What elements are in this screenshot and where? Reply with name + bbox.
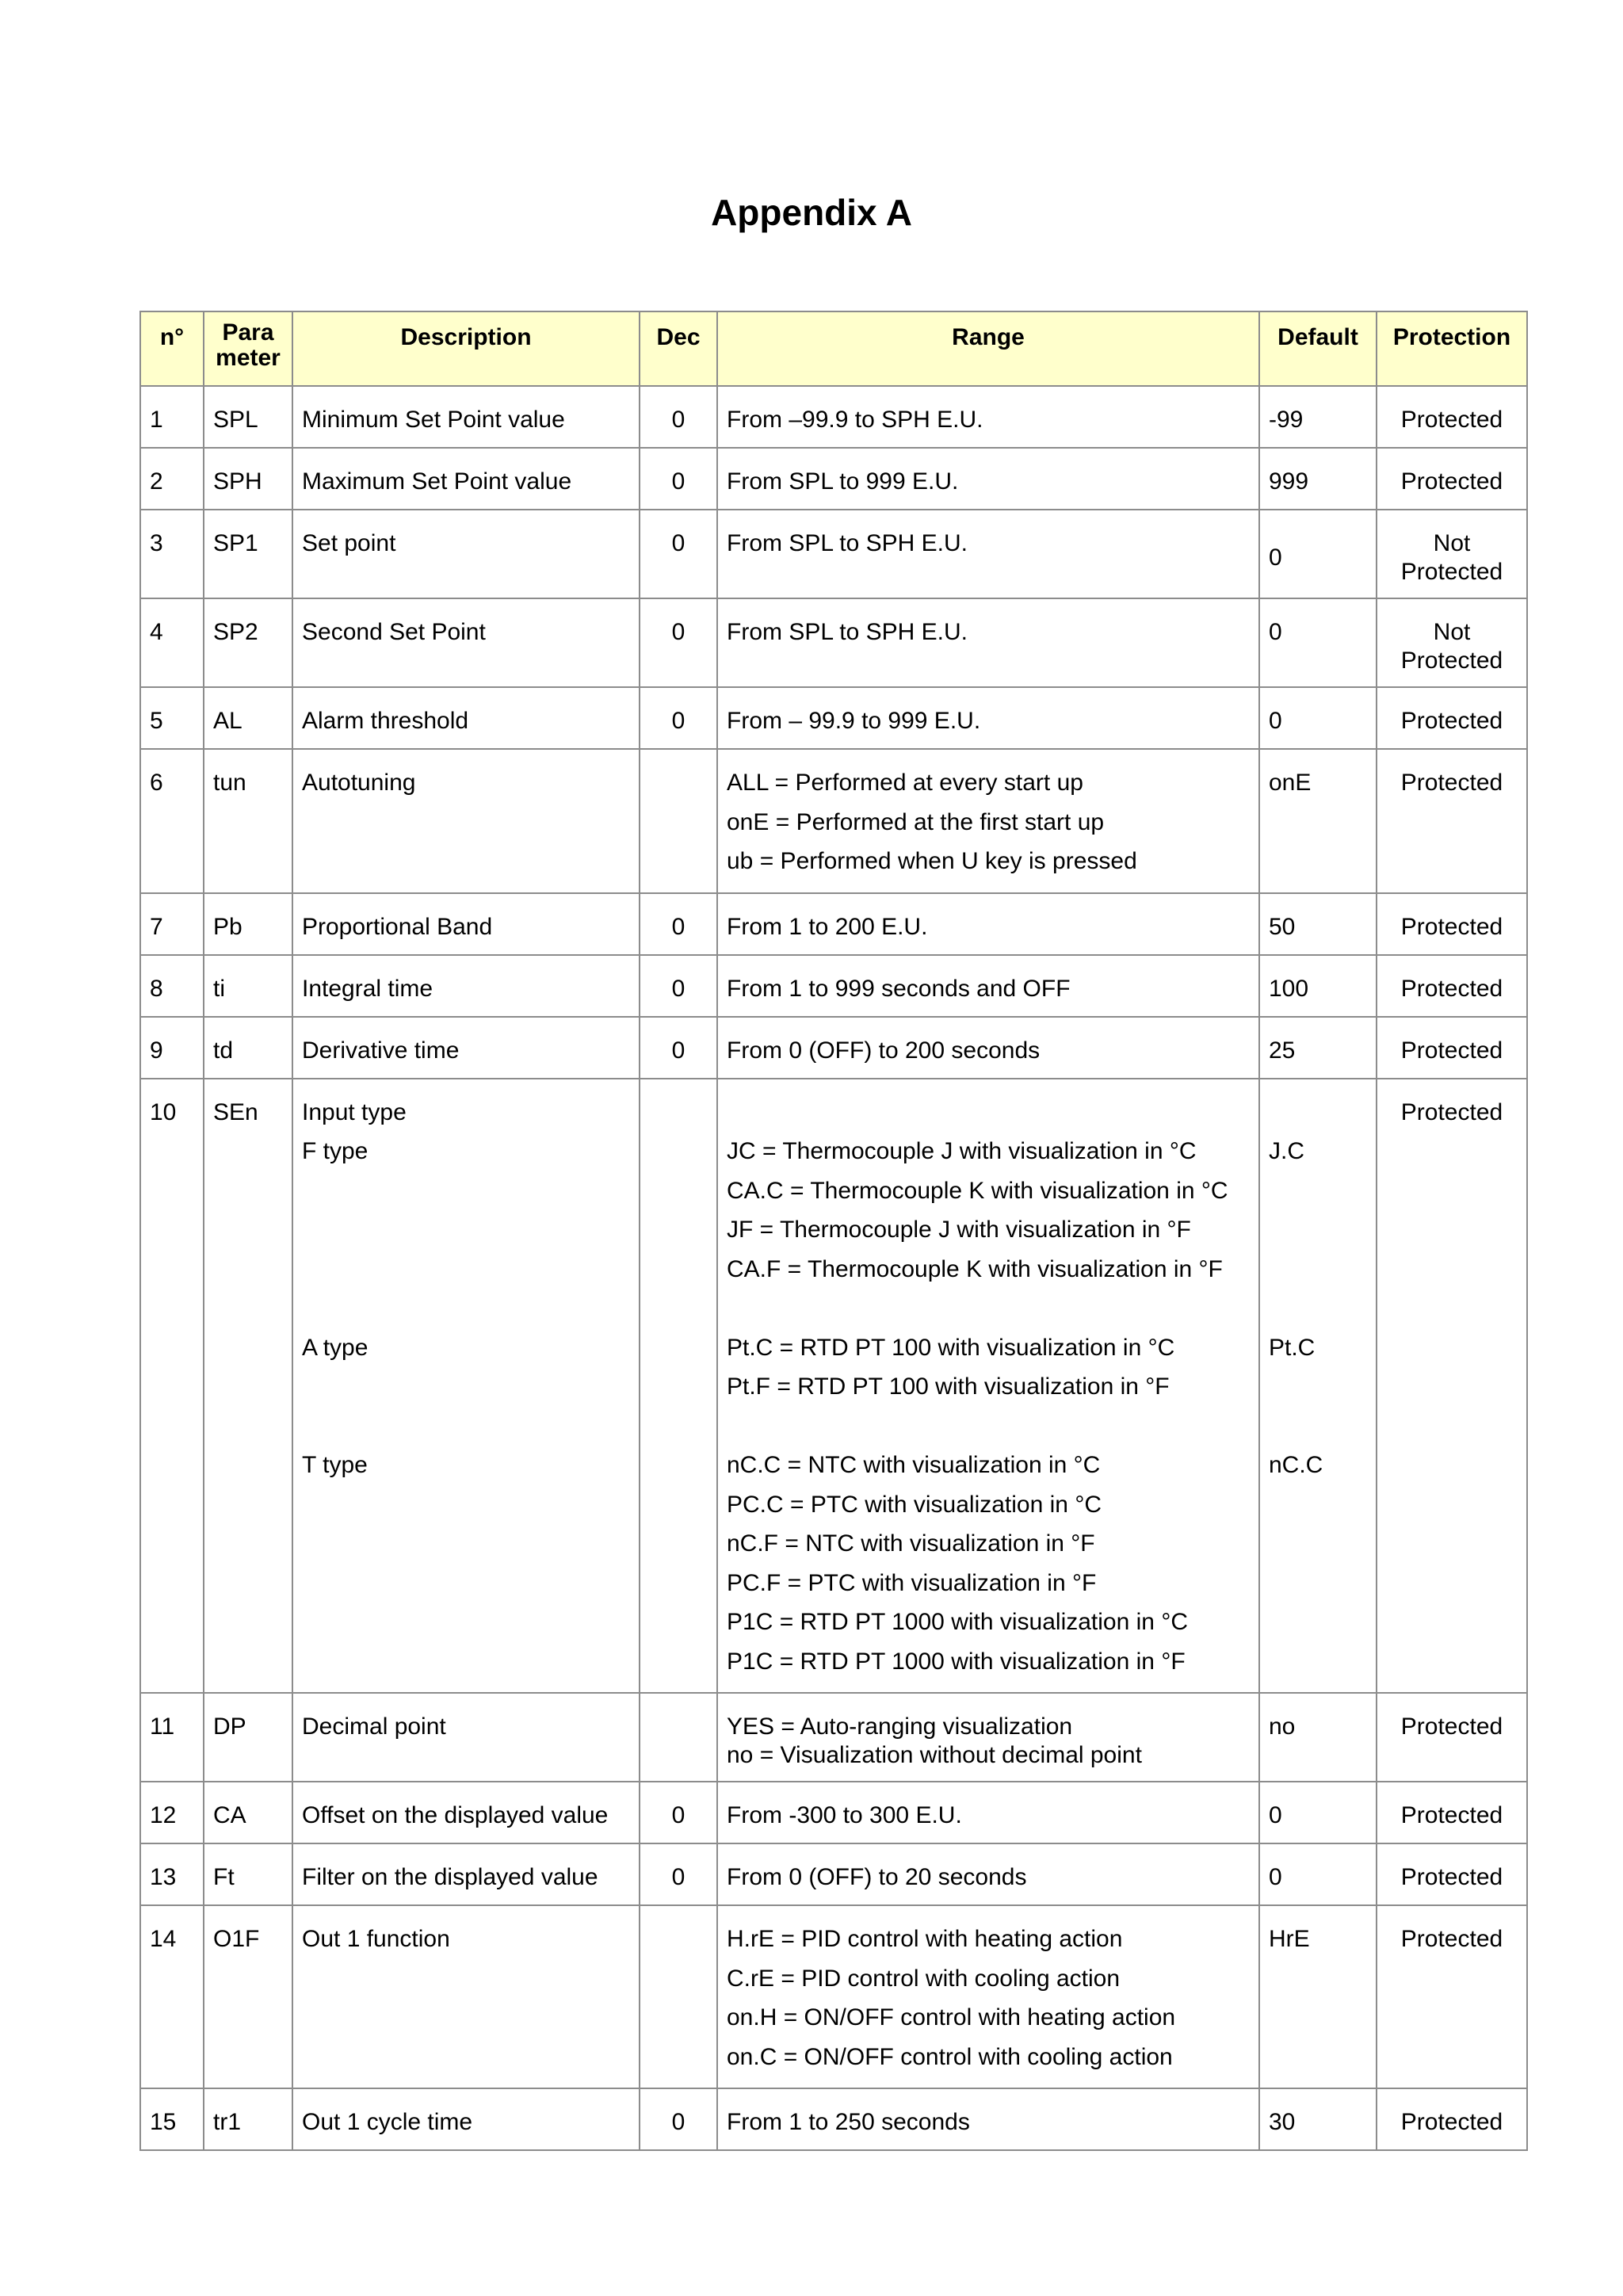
cell-range: From SPL to 999 E.U. [717, 448, 1259, 510]
table-row [140, 2088, 1527, 2150]
cell-n: 15 [140, 2088, 204, 2150]
cell-n: 7 [140, 893, 204, 955]
cell-protection: Protected [1377, 893, 1527, 955]
cell-dec: 0 [640, 598, 717, 687]
cell-n: 8 [140, 955, 204, 1017]
cell-param: SPL [204, 386, 292, 448]
cell-param: SEn [204, 1079, 292, 1694]
cell-n: 12 [140, 1782, 204, 1843]
header-parameter [204, 311, 292, 386]
range-line: PC.F = PTC with visualization in °F [727, 1569, 1097, 1596]
cell-dec: 0 [640, 1843, 717, 1905]
cell-default: onE [1259, 749, 1377, 893]
cell-description: Proportional Band [292, 893, 640, 955]
cell-protection: Protected [1377, 687, 1527, 749]
table-row [140, 510, 1527, 598]
range-line: no = Visualization without decimal point [727, 1742, 1142, 1768]
cell-dec: 0 [640, 448, 717, 510]
cell-protection: Protected [1377, 955, 1527, 1017]
cell-description: Decimal point [292, 1693, 640, 1782]
cell-dec: 0 [640, 1017, 717, 1079]
cell-range: From –99.9 to SPH E.U. [717, 386, 1259, 448]
cell-protection-line2: Protected [1400, 648, 1503, 674]
cell-n: 10 [140, 1079, 204, 1694]
cell-range [717, 1079, 1259, 1694]
cell-range: From – 99.9 to 999 E.U. [717, 687, 1259, 749]
cell-range: From -300 to 300 E.U. [717, 1782, 1259, 1843]
header-protection: Protection [1377, 311, 1527, 386]
table-row [140, 1782, 1527, 1843]
cell-n: 3 [140, 510, 204, 598]
range-line: ALL = Performed at every start up [727, 770, 1083, 796]
cell-param: SPH [204, 448, 292, 510]
cell-range: From 1 to 999 seconds and OFF [717, 955, 1259, 1017]
cell-n: 5 [140, 687, 204, 749]
cell-default: 0 [1259, 1782, 1377, 1843]
cell-description: Second Set Point [292, 598, 640, 687]
cell-dec: 0 [640, 2088, 717, 2150]
cell-description: Integral time [292, 955, 640, 1017]
cell-protection: Protected [1377, 1905, 1527, 2088]
header-parameter-line1: Para [222, 319, 274, 346]
cell-n: 6 [140, 749, 204, 893]
cell-default: no [1259, 1693, 1377, 1782]
table-row [140, 1843, 1527, 1905]
description-line: Input type [302, 1098, 407, 1125]
range-line: P1C = RTD PT 1000 with visualization in °F [727, 1648, 1186, 1675]
cell-range: From SPL to SPH E.U. [717, 598, 1259, 687]
cell-dec: 0 [640, 1782, 717, 1843]
cell-protection: Protected [1377, 1843, 1527, 1905]
cell-dec: 0 [640, 510, 717, 598]
cell-n: 2 [140, 448, 204, 510]
cell-default: 0 [1259, 687, 1377, 749]
range-line: ub = Performed when U key is pressed [727, 848, 1137, 874]
cell-default: 50 [1259, 893, 1377, 955]
cell-dec [640, 1905, 717, 2088]
table-row [140, 1079, 1527, 1694]
cell-param: ti [204, 955, 292, 1017]
cell-description: Filter on the displayed value [292, 1843, 640, 1905]
cell-default-value: 0 [1269, 544, 1282, 571]
range-line: onE = Performed at the first start up [727, 808, 1105, 835]
cell-dec: 0 [640, 386, 717, 448]
cell-default: 100 [1259, 955, 1377, 1017]
range-line: on.H = ON/OFF control with heating action [727, 2004, 1176, 2030]
range-line: nC.C = NTC with visualization in °C [727, 1452, 1101, 1478]
cell-param: AL [204, 687, 292, 749]
cell-default: 999 [1259, 448, 1377, 510]
input-group-label: A type [302, 1334, 369, 1361]
cell-description: Autotuning [292, 749, 640, 893]
header-dec: Dec [640, 311, 717, 386]
cell-param: Ft [204, 1843, 292, 1905]
table-row [140, 749, 1527, 893]
table-row [140, 1905, 1527, 2088]
cell-default: HrE [1259, 1905, 1377, 2088]
cell-default: 30 [1259, 2088, 1377, 2150]
table-row [140, 687, 1527, 749]
cell-description: Set point [292, 510, 640, 598]
cell-description [292, 1079, 640, 1694]
table-row [140, 1693, 1527, 1782]
cell-n: 11 [140, 1693, 204, 1782]
cell-param: tun [204, 749, 292, 893]
input-group-label: T type [302, 1452, 368, 1478]
cell-dec [640, 1079, 717, 1694]
cell-range: From 0 (OFF) to 200 seconds [717, 1017, 1259, 1079]
cell-range: From 0 (OFF) to 20 seconds [717, 1843, 1259, 1905]
range-line: PC.C = PTC with visualization in °C [727, 1491, 1102, 1518]
cell-protection-line1: Not [1433, 619, 1471, 645]
cell-n: 9 [140, 1017, 204, 1079]
range-line: H.rE = PID control with heating action [727, 1926, 1123, 1952]
input-group-label: F type [302, 1138, 369, 1164]
range-line: on.C = ON/OFF control with cooling action [727, 2043, 1173, 2070]
cell-dec: 0 [640, 955, 717, 1017]
header-parameter-line2: meter [216, 345, 281, 371]
page-title: Appendix A [711, 192, 912, 233]
cell-range: From 1 to 250 seconds [717, 2088, 1259, 2150]
header-default: Default [1259, 311, 1377, 386]
cell-n: 13 [140, 1843, 204, 1905]
cell-dec [640, 1693, 717, 1782]
table-row [140, 1017, 1527, 1079]
cell-param: O1F [204, 1905, 292, 2088]
range-line: P1C = RTD PT 1000 with visualization in °C [727, 1609, 1188, 1635]
cell-range [717, 1693, 1259, 1782]
table-row [140, 598, 1527, 687]
cell-protection [1377, 598, 1527, 687]
cell-description: Offset on the displayed value [292, 1782, 640, 1843]
cell-protection [1377, 510, 1527, 598]
range-line: JC = Thermocouple J with visualization in °C [727, 1138, 1197, 1164]
cell-dec: 0 [640, 687, 717, 749]
cell-description: Minimum Set Point value [292, 386, 640, 448]
cell-description: Derivative time [292, 1017, 640, 1079]
range-line: CA.C = Thermocouple K with visualization in °C [727, 1177, 1228, 1204]
range-line: YES = Auto-ranging visualization [727, 1713, 1073, 1740]
cell-protection: Protected [1377, 1782, 1527, 1843]
cell-protection: Protected [1377, 1693, 1527, 1782]
range-line: C.rE = PID control with cooling action [727, 1965, 1121, 1992]
cell-dec: 0 [640, 893, 717, 955]
cell-default: -99 [1259, 386, 1377, 448]
cell-protection-line1: Not [1433, 530, 1471, 556]
cell-range: From SPL to SPH E.U. [717, 510, 1259, 598]
cell-default [1259, 1079, 1377, 1694]
cell-param: DP [204, 1693, 292, 1782]
range-line: JF = Thermocouple J with visualization in °F [727, 1217, 1191, 1243]
cell-description: Out 1 function [292, 1905, 640, 2088]
header-range: Range [717, 311, 1259, 386]
cell-default: 0 [1259, 1843, 1377, 1905]
cell-description: Alarm threshold [292, 687, 640, 749]
cell-param: SP1 [204, 510, 292, 598]
cell-range [717, 749, 1259, 893]
range-line: nC.F = NTC with visualization in °F [727, 1530, 1095, 1557]
cell-default [1259, 510, 1377, 598]
cell-protection-line2: Protected [1400, 559, 1503, 585]
table-row [140, 386, 1527, 448]
header-description: Description [292, 311, 640, 386]
cell-protection: Protected [1377, 2088, 1527, 2150]
cell-protection: Protected [1377, 749, 1527, 893]
table-row [140, 893, 1527, 955]
cell-range: From 1 to 200 E.U. [717, 893, 1259, 955]
cell-default: 0 [1259, 598, 1377, 687]
range-line: Pt.C = RTD PT 100 with visualization in °C [727, 1334, 1175, 1361]
default-value: J.C [1269, 1138, 1304, 1164]
cell-range [717, 1905, 1259, 2088]
range-line: CA.F = Thermocouple K with visualization in °F [727, 1255, 1223, 1282]
table-row [140, 955, 1527, 1017]
cell-n: 14 [140, 1905, 204, 2088]
header-row [140, 311, 1527, 386]
cell-protection: Protected [1377, 1079, 1527, 1694]
parameter-table [139, 311, 1528, 2151]
table-row [140, 448, 1527, 510]
default-value: nC.C [1269, 1452, 1323, 1478]
cell-protection: Protected [1377, 448, 1527, 510]
cell-n: 4 [140, 598, 204, 687]
cell-description: Maximum Set Point value [292, 448, 640, 510]
cell-param: td [204, 1017, 292, 1079]
range-line: Pt.F = RTD PT 100 with visualization in °F [727, 1373, 1170, 1400]
header-n: n° [140, 311, 204, 386]
cell-n: 1 [140, 386, 204, 448]
cell-protection: Protected [1377, 386, 1527, 448]
cell-description: Out 1 cycle time [292, 2088, 640, 2150]
cell-param: CA [204, 1782, 292, 1843]
default-value: Pt.C [1269, 1334, 1316, 1361]
cell-param: Pb [204, 893, 292, 955]
cell-protection: Protected [1377, 1017, 1527, 1079]
cell-default: 25 [1259, 1017, 1377, 1079]
cell-dec [640, 749, 717, 893]
cell-param: tr1 [204, 2088, 292, 2150]
cell-param: SP2 [204, 598, 292, 687]
